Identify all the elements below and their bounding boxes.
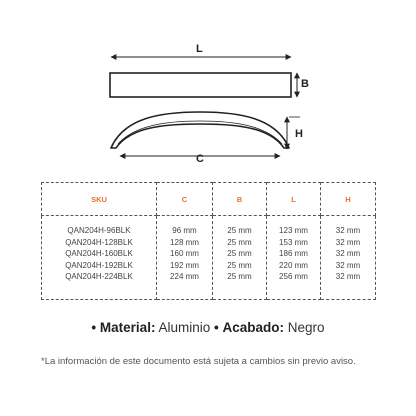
dimension-label-b: B: [301, 78, 309, 90]
c-cell: 192 mm: [170, 260, 199, 270]
h-cell: 32 mm: [335, 237, 361, 247]
bullet: •: [214, 320, 219, 335]
finish-value: Negro: [287, 320, 325, 335]
sku-cell: QAN204H-96BLK: [67, 226, 131, 235]
handle-diagram: [0, 0, 416, 180]
h-cell: 32 mm: [335, 226, 361, 235]
l-cell: 256 mm: [279, 272, 308, 281]
b-cell: 25 mm: [227, 260, 252, 270]
header-h: H: [321, 183, 376, 216]
sku-cell: QAN204H-192BLK: [65, 260, 133, 270]
h-column: [321, 216, 376, 300]
dimension-label-c: C: [196, 153, 204, 165]
h-cell: 32 mm: [335, 260, 361, 270]
c-column: [157, 216, 213, 300]
l-column: [267, 216, 321, 300]
sku-cell: QAN204H-128BLK: [65, 237, 133, 247]
b-cell: 25 mm: [227, 272, 252, 281]
l-cell: 153 mm: [279, 237, 308, 247]
l-cell: 186 mm: [279, 249, 308, 258]
finish-label: Acabado:: [222, 320, 285, 335]
features-line: [0, 320, 416, 335]
h-cell: 32 mm: [335, 249, 361, 258]
spec-table: [41, 182, 376, 300]
header-sku: SKU: [42, 183, 157, 216]
disclaimer-note: *La información de este documento está sujeta a cambios sin previo aviso.: [41, 356, 356, 367]
handle-top-view: [110, 73, 291, 97]
l-cell: 123 mm: [279, 226, 308, 235]
table-header-row: [42, 183, 376, 216]
dimension-label-h: H: [295, 128, 303, 140]
sku-cell: QAN204H-160BLK: [65, 249, 133, 258]
header-l: L: [267, 183, 321, 216]
c-cell: 224 mm: [170, 272, 199, 281]
sku-cell: QAN204H-224BLK: [65, 272, 133, 281]
dimension-label-l: L: [196, 43, 203, 55]
l-cell: 220 mm: [279, 260, 308, 270]
c-cell: 128 mm: [170, 237, 199, 247]
table-body-row: [42, 216, 376, 300]
header-b: B: [213, 183, 267, 216]
b-column: [213, 216, 267, 300]
h-cell: 32 mm: [335, 272, 361, 281]
c-cell: 96 mm: [172, 226, 197, 235]
b-cell: 25 mm: [227, 249, 252, 258]
bullet: •: [91, 320, 97, 335]
header-c: C: [157, 183, 213, 216]
b-cell: 25 mm: [227, 226, 252, 235]
c-cell: 160 mm: [170, 249, 199, 258]
material-label: Material:: [99, 320, 156, 335]
sku-column: [42, 216, 157, 300]
b-cell: 25 mm: [227, 237, 252, 247]
material-value: Aluminio: [158, 320, 211, 335]
